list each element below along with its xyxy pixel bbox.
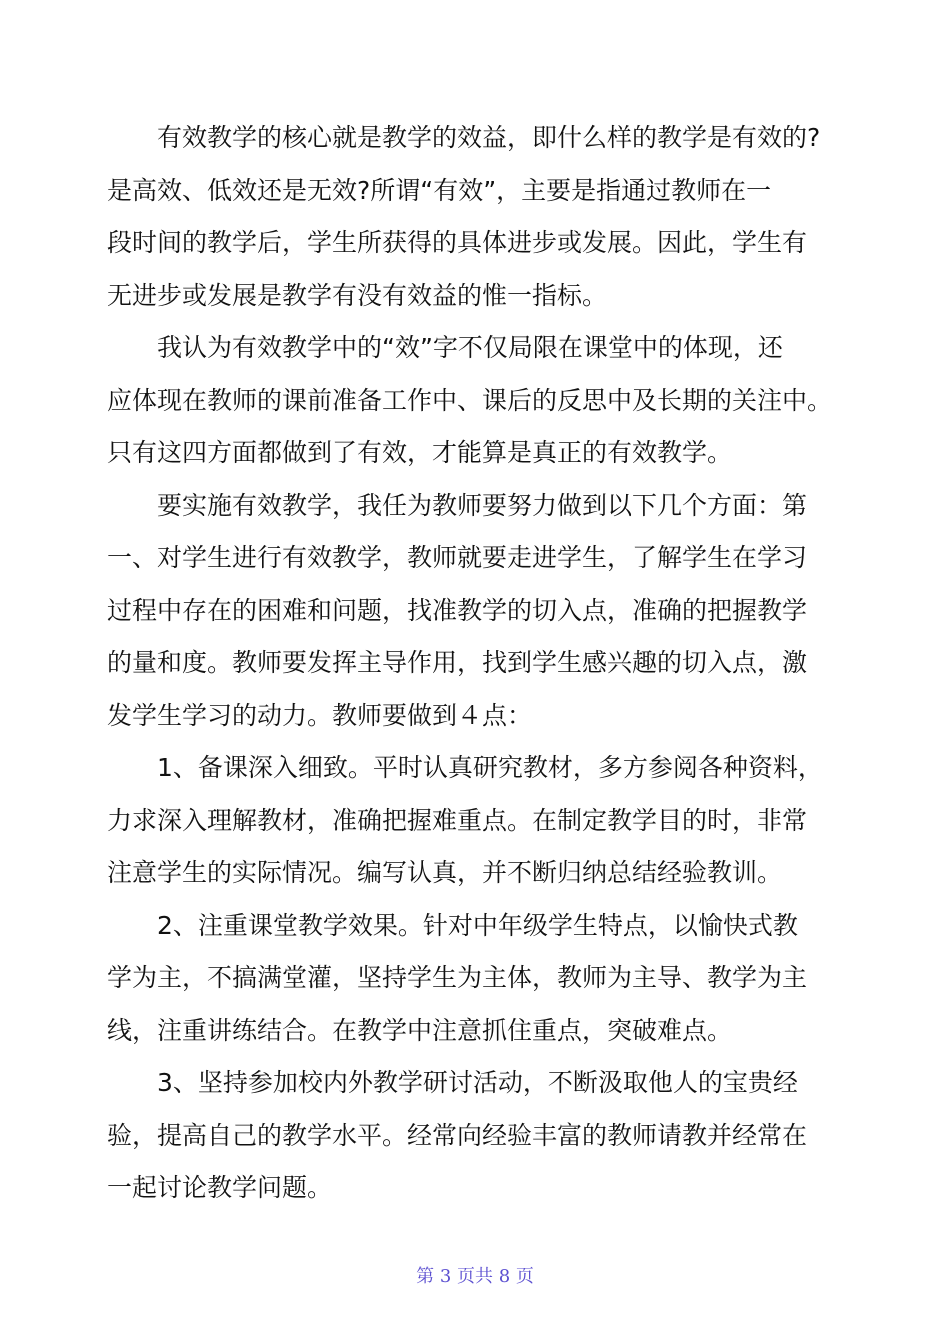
paragraph-4 (107, 742, 837, 900)
paragraph-6 (107, 1057, 837, 1215)
text-line: 验，提高自己的教学水平。经常向经验丰富的教师请教并经常在 (107, 1120, 808, 1150)
paragraph-1 (107, 112, 837, 322)
text-line: 应体现在教师的课前准备工作中、课后的反思中及长期的关注中。 (107, 385, 833, 415)
text-line: 一、对学生进行有效教学，教师就要走进学生，了解学生在学习 (107, 543, 808, 572)
text-line: 有效教学的核心就是教学的效益，即什么样的教学是有效的? (157, 123, 821, 152)
text-line: 要实施有效教学，我任为教师要努力做到以下几个方面：第 (157, 490, 808, 520)
text-line: 的量和度。教师要发挥主导作用，找到学生感兴趣的切入点，激 (107, 648, 808, 677)
text-line: 过程中存在的困难和问题，找准教学的切入点，准确的把握教学 (107, 595, 808, 625)
text-line: 是高效、低效还是无效?所谓“有效”，主要是指通过教师在一 (107, 175, 772, 205)
paragraph-3 (107, 480, 837, 743)
text-line: 发学生学习的动力。教师要做到４点： (107, 700, 533, 730)
text-line: 一起讨论教学问题。 (107, 1173, 333, 1202)
text-line: 3、坚持参加校内外教学研讨活动，不断汲取他人的宝贵经 (157, 1068, 798, 1097)
paragraph-2 (107, 322, 837, 480)
text-line: 力求深入理解教材，准确把握难重点。在制定教学目的时，非常 (107, 805, 808, 835)
text-line: 只有这四方面都做到了有效，才能算是真正的有效教学。 (107, 438, 733, 467)
document-body (107, 112, 837, 1215)
text-line: 无进步或发展是教学有没有效益的惟一指标。 (107, 280, 608, 310)
page-number-footer: 第 3 页共 8 页 (416, 1266, 534, 1287)
paragraph-5 (107, 900, 837, 1058)
text-line: 我认为有效教学中的“效”字不仅局限在课堂中的体现，还 (157, 333, 783, 362)
text-line: 段时间的教学后，学生所获得的具体进步或发展。因此，学生有 (107, 228, 808, 257)
text-line: 1、备课深入细致。平时认真研究教材，多方参阅各种资料， (157, 753, 823, 782)
text-line: 线，注重讲练结合。在教学中注意抓住重点，突破难点。 (107, 1015, 733, 1045)
text-line: 2、注重课堂教学效果。针对中年级学生特点，以愉快式教 (157, 910, 798, 940)
text-line: 学为主，不搞满堂灌，坚持学生为主体，教师为主导、教学为主 (107, 963, 808, 992)
text-line: 注意学生的实际情况。编写认真，并不断归纳总结经验教训。 (107, 858, 783, 887)
